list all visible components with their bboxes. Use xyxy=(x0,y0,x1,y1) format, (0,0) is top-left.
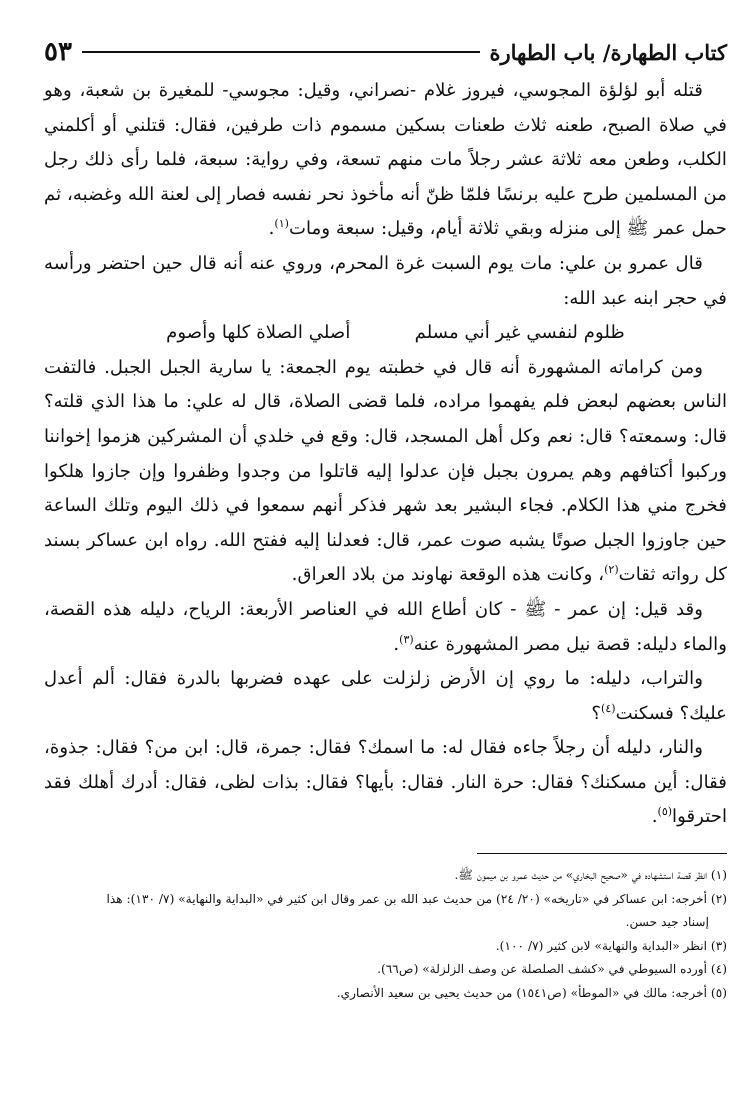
paragraph-text: ومن كراماته المشهورة أنه قال في خطبته يوم الجمعة: يا سارية الجبل الجبل. فالتفت الناس بعضهم لبعض فلم يفهموا مراده، فلما قضى الصلاة، قال له علي: ما هذا الذي قلته؟ قال: وسمعته؟ قال: نعم وكل أهل المسجد، قال: وقع في خلدي أن المشركين هزموا إخواننا وركبوا أكتافهم وهم يمرون بجبل فإن عدلوا إليه قاتلوا من وجدوا وظفروا وإن جازوا هلكوا فخرج مني هذا الكلام. فجاء البشير بعد شهر فذكر أنهم سمعوا في ذلك اليوم وتلك الساعة حين جاوزوا الجبل صوتًا يشبه صوت عمر، قال: فعدلنا إليه ففتح الله. رواه ابن عساكر بسند كل رواته ثقات xyxy=(44,356,727,586)
footnote-1: (١) انظر قصة استشهاده في «صحيح البخاري» من حديث عمرو بن ميمون ﷺ. xyxy=(454,868,727,883)
footnote-3: (٣) انظر «البداية والنهاية» لابن كثير (٧/ ١٠٠). xyxy=(495,938,727,953)
paragraph-text: وقد قيل: إن عمر - ﷺ - كان أطاع الله في العناصر الأربعة: الرياح، دليله هذه القصة، والماء دليله: قصة نيل مصر المشهورة عنه xyxy=(44,598,727,655)
paragraph-tail: ، وكانت هذه الوقعة نهاوند من بلاد العراق. xyxy=(291,564,605,586)
chapter-title: كتاب الطهارة/ باب الطهارة xyxy=(489,39,727,65)
paragraph-4 xyxy=(44,593,727,662)
paragraph-end: . xyxy=(268,218,275,240)
poem-verse xyxy=(44,316,727,351)
paragraph-text: قال عمرو بن علي: مات يوم السبت غرة المحرم، وروي عنه أنه قال حين احتضر ورأسه في حجر ابنه عبد الله: xyxy=(44,252,727,309)
book-page xyxy=(44,30,727,1005)
page-number: ٥٣ xyxy=(44,37,72,67)
poem-right-hemistich: ظلوم لنفسي غير أني مسلم xyxy=(414,322,625,344)
footnote-ref-5: (٥) xyxy=(657,805,673,819)
paragraph-tail: . xyxy=(393,633,400,655)
paragraph-6 xyxy=(44,731,727,835)
paragraph-text: والتراب، دليله: ما روي إن الأرض زلزلت على عهده فضربها بالدرة فقال: ألم أعدل عليك؟ فسكنت xyxy=(44,668,727,724)
paragraph-1 xyxy=(44,74,727,247)
paragraph-text: والنار، دليله أن رجلاً جاءه فقال له: ما اسمك؟ فقال: جمرة، قال: ابن من؟ فقال: جذوة، فقال: أين مسكنك؟ فقال: حرة النار. فقال: بأيها؟ فقال: بذات لظى، فقال: أدرك أهلك فقد احترقوا xyxy=(44,737,727,828)
footnote-ref-2: (٢) xyxy=(604,563,619,577)
paragraph-5 xyxy=(44,662,727,731)
footnote-ref-4: (٤) xyxy=(601,701,616,715)
paragraph-tail: ؟ xyxy=(591,702,602,724)
main-text xyxy=(44,74,727,835)
running-header xyxy=(44,30,727,74)
footnote-4: (٤) أورده السيوطي في «كشف الصلصلة عن وصف الزلزلة» (ص٦٦). xyxy=(377,962,727,977)
footnote-2: (٢) أخرجه: ابن عساكر في «تاريخه» (٢٠/ ٢٤) من حديث عبد الله بن عمر وقال ابن كثير في «البداية والنهاية» (٧/ ١٣٠): هذا xyxy=(106,891,727,906)
paragraph-tail: . xyxy=(651,806,658,828)
footnote-ref-1: (١) xyxy=(274,217,289,231)
poem-left-hemistich: أصلي الصلاة كلها وأصوم xyxy=(166,322,351,344)
header-rule xyxy=(82,51,480,53)
footnote-2-continuation: إسناد جيد حسن. xyxy=(625,915,709,930)
paragraph-text: قتله أبو لؤلؤة المجوسي، فيروز غلام -نصراني، وقيل: مجوسي- للمغيرة بن شعبة، وهو في صلاة الصبح، طعنه ثلاث طعنات بسكين مسموم ذات طرفين، فقال: قتلني أو أكلمني الكلب، وطعن معه ثلاثة عشر رجلاً مات منهم تسعة، وفي رواية: سبعة، فلما رأى ذلك رجل من المسلمين طرح عليه برنسًا فلمّا ظنّ أنه مأخوذ نحر نفسه فصار إلى لعنة الله وغضبه، ثم حمل عمر ﷺ إلى منزله وبقي ثلاثة أيام، وقيل: سبعة ومات xyxy=(44,80,727,240)
footnote-5: (٥) أخرجه: مالك في «الموطأ» (ص١٥٤١) من حديث يحيى بن سعيد الأنصاري. xyxy=(336,985,727,1000)
footnote-separator xyxy=(477,853,727,854)
paragraph-2 xyxy=(44,247,727,316)
footnote-ref-3: (٣) xyxy=(399,632,414,646)
paragraph-3 xyxy=(44,351,727,593)
footnotes xyxy=(44,864,727,1005)
